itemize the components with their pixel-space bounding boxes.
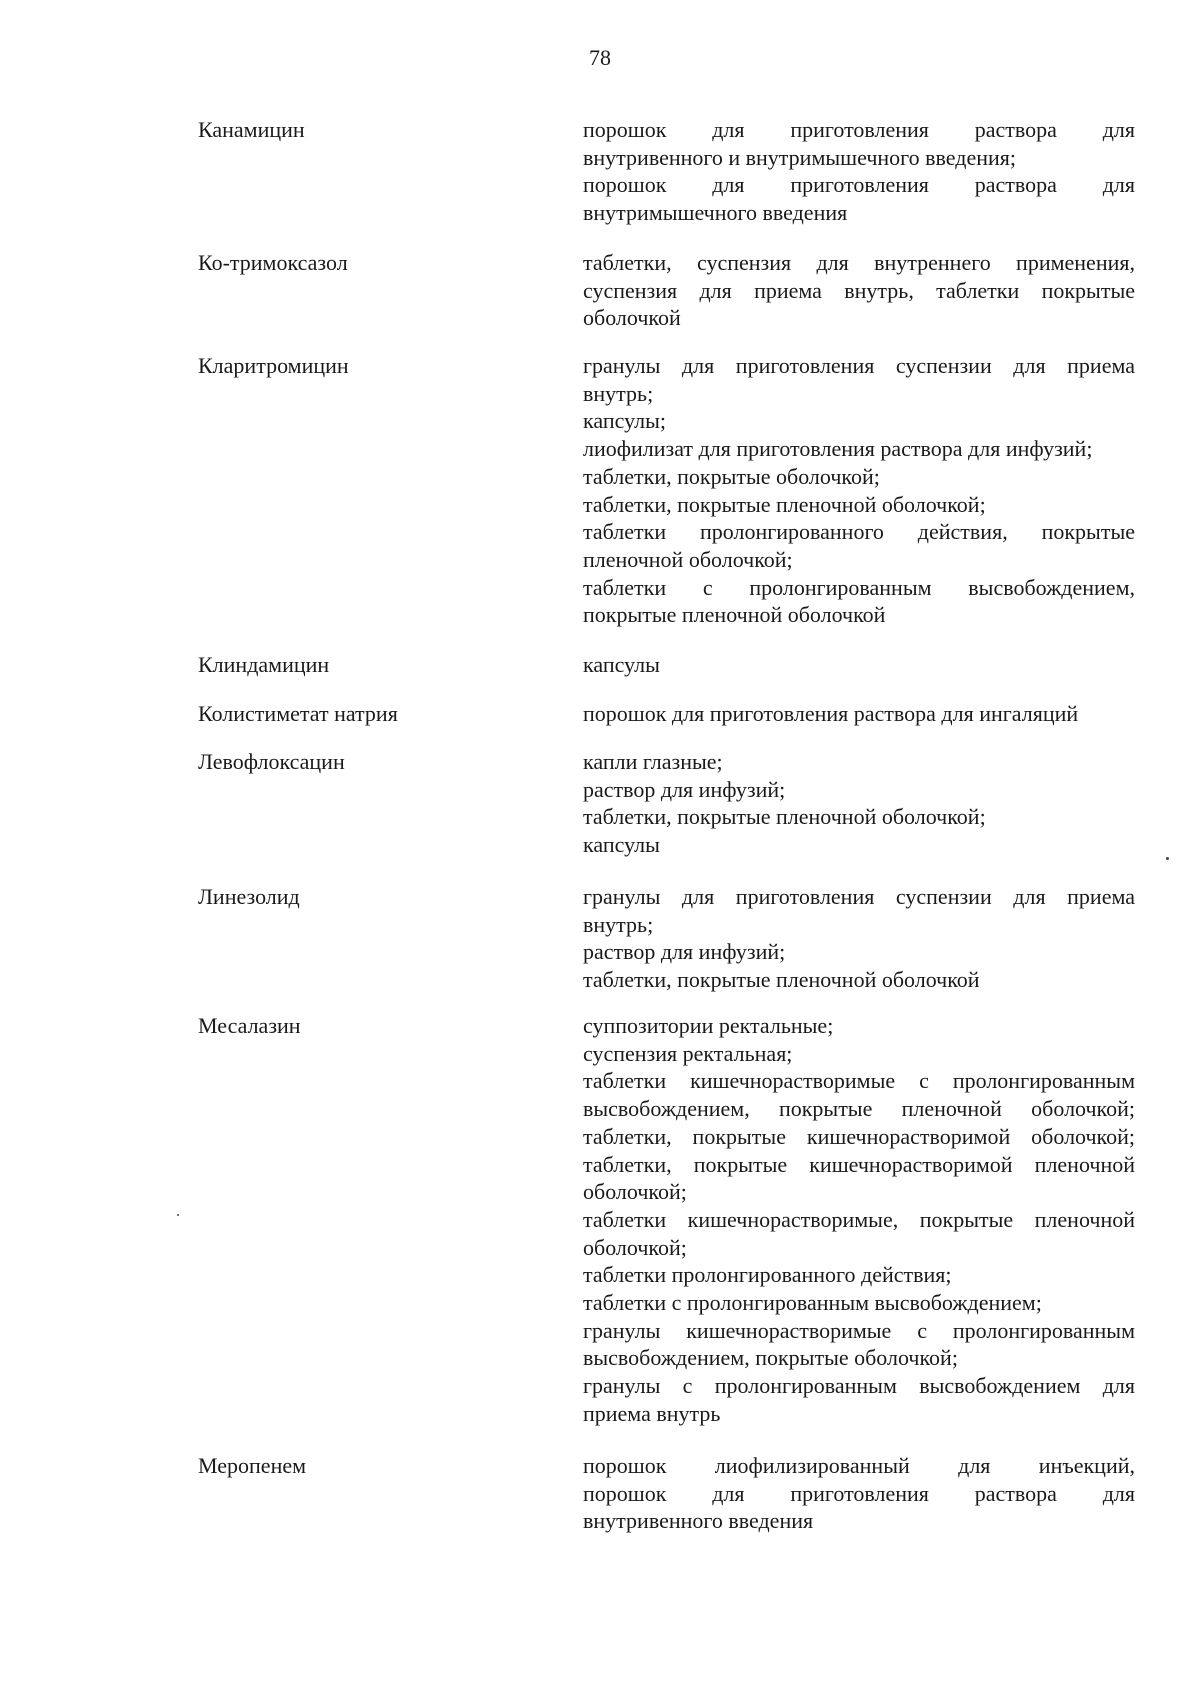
dosage-form-line: таблетки пролонгированного действия, покрытые bbox=[583, 519, 1135, 545]
dosage-form-line: оболочкой; bbox=[583, 1179, 687, 1205]
dosage-forms bbox=[583, 700, 1135, 728]
drug-name: Меропенем bbox=[198, 1453, 307, 1478]
dosage-form-line: лиофилизат для приготовления раствора для инфузий; bbox=[583, 436, 1093, 462]
dosage-forms bbox=[583, 1012, 1135, 1428]
dosage-form-line: приема внутрь bbox=[583, 1400, 721, 1426]
dosage-form-line: пленочной оболочкой; bbox=[583, 546, 793, 572]
dosage-form-line: порошок лиофилизированный для инъекций, bbox=[583, 1453, 1135, 1478]
drug-name: Ко-тримоксазол bbox=[198, 250, 348, 275]
dosage-form-line: оболочкой; bbox=[583, 1234, 687, 1260]
dosage-form-line: гранулы кишечнорастворимые с пролонгированным bbox=[583, 1317, 1135, 1343]
dosage-form-line: таблетки с пролонгированным высвобождением, bbox=[583, 574, 1135, 600]
dosage-form-line: капсулы; bbox=[583, 408, 666, 434]
dosage-form-line: таблетки, покрытые пленочной оболочкой; bbox=[583, 804, 986, 830]
dosage-form-line: гранулы с пролонгированным высвобождением для bbox=[583, 1373, 1135, 1399]
dosage-form-line: раствор для инфузий; bbox=[583, 939, 786, 965]
dosage-form-line: таблетки, суспензия для внутреннего применения, bbox=[583, 250, 1135, 275]
dosage-form-line: суппозитории ректальные; bbox=[583, 1013, 834, 1038]
dosage-form-line: капсулы bbox=[583, 652, 660, 677]
dosage-form-line: высвобождением, покрытые пленочной оболочкой; bbox=[583, 1096, 1135, 1122]
dosage-form-line: раствор для инфузий; bbox=[583, 776, 786, 802]
dosage-form-line: гранулы для приготовления суспензии для приема bbox=[583, 884, 1135, 909]
dosage-form-line: таблетки пролонгированного действия; bbox=[583, 1262, 952, 1288]
dosage-form-line: таблетки кишечнорастворимые с пролонгированным bbox=[583, 1068, 1135, 1094]
dosage-form-line: покрытые пленочной оболочкой bbox=[583, 602, 886, 628]
drug-name: Колистиметат натрия bbox=[198, 701, 398, 726]
dosage-form-line: таблетки, покрытые кишечнорастворимой оболочкой; bbox=[583, 1123, 1135, 1149]
dosage-form-line: капсулы bbox=[583, 832, 660, 858]
dosage-form-line: гранулы для приготовления суспензии для приема bbox=[583, 353, 1135, 378]
drug-name: Левофлоксацин bbox=[198, 749, 345, 774]
dosage-form-line: порошок для приготовления раствора для ингаляций bbox=[583, 701, 1079, 726]
dosage-form-line: высвобождением, покрытые оболочкой; bbox=[583, 1345, 958, 1371]
dosage-form-line: суспензия ректальная; bbox=[583, 1040, 793, 1066]
drug-name: Кларитромицин bbox=[198, 353, 349, 378]
dosage-form-line: порошок для приготовления раствора для bbox=[583, 117, 1135, 142]
dosage-form-line: таблетки, покрытые пленочной оболочкой; bbox=[583, 491, 986, 517]
dosage-form-line: порошок для приготовления раствора для bbox=[583, 1480, 1135, 1506]
dosage-form-line: таблетки кишечнорастворимые, покрытые пленочной bbox=[583, 1206, 1135, 1232]
dosage-forms bbox=[583, 883, 1135, 994]
scan-speck bbox=[177, 1214, 179, 1216]
dosage-forms bbox=[583, 352, 1135, 629]
dosage-forms bbox=[583, 748, 1135, 859]
dosage-forms bbox=[583, 116, 1135, 227]
dosage-form-line: порошок для приготовления раствора для bbox=[583, 172, 1135, 198]
dosage-form-line: капли глазные; bbox=[583, 749, 723, 774]
dosage-form-line: оболочкой bbox=[583, 305, 681, 331]
dosage-form-line: внутримышечного введения bbox=[583, 200, 848, 226]
dosage-form-line: внутривенного введения bbox=[583, 1508, 814, 1534]
scan-speck bbox=[1166, 857, 1169, 860]
drug-name: Месалазин bbox=[198, 1013, 301, 1038]
dosage-form-line: таблетки, покрытые пленочной оболочкой bbox=[583, 967, 980, 993]
dosage-form-line: суспензия для приема внутрь, таблетки покрытые bbox=[583, 277, 1135, 303]
drug-name: Линезолид bbox=[198, 884, 300, 909]
dosage-forms bbox=[583, 1452, 1135, 1535]
dosage-form-line: внутрь; bbox=[583, 380, 654, 406]
dosage-forms bbox=[583, 651, 1135, 679]
dosage-form-line: внутрь; bbox=[583, 911, 654, 937]
drug-name: Канамицин bbox=[198, 117, 305, 142]
drug-name: Клиндамицин bbox=[198, 652, 330, 677]
dosage-form-line: таблетки, покрытые кишечнорастворимой пленочной bbox=[583, 1151, 1135, 1177]
dosage-form-line: таблетки с пролонгированным высвобождением; bbox=[583, 1290, 1042, 1316]
page-number: 78 bbox=[589, 45, 611, 70]
dosage-form-line: внутривенного и внутримышечного введения; bbox=[583, 144, 1016, 170]
dosage-forms bbox=[583, 249, 1135, 332]
dosage-form-line: таблетки, покрытые оболочкой; bbox=[583, 463, 880, 489]
